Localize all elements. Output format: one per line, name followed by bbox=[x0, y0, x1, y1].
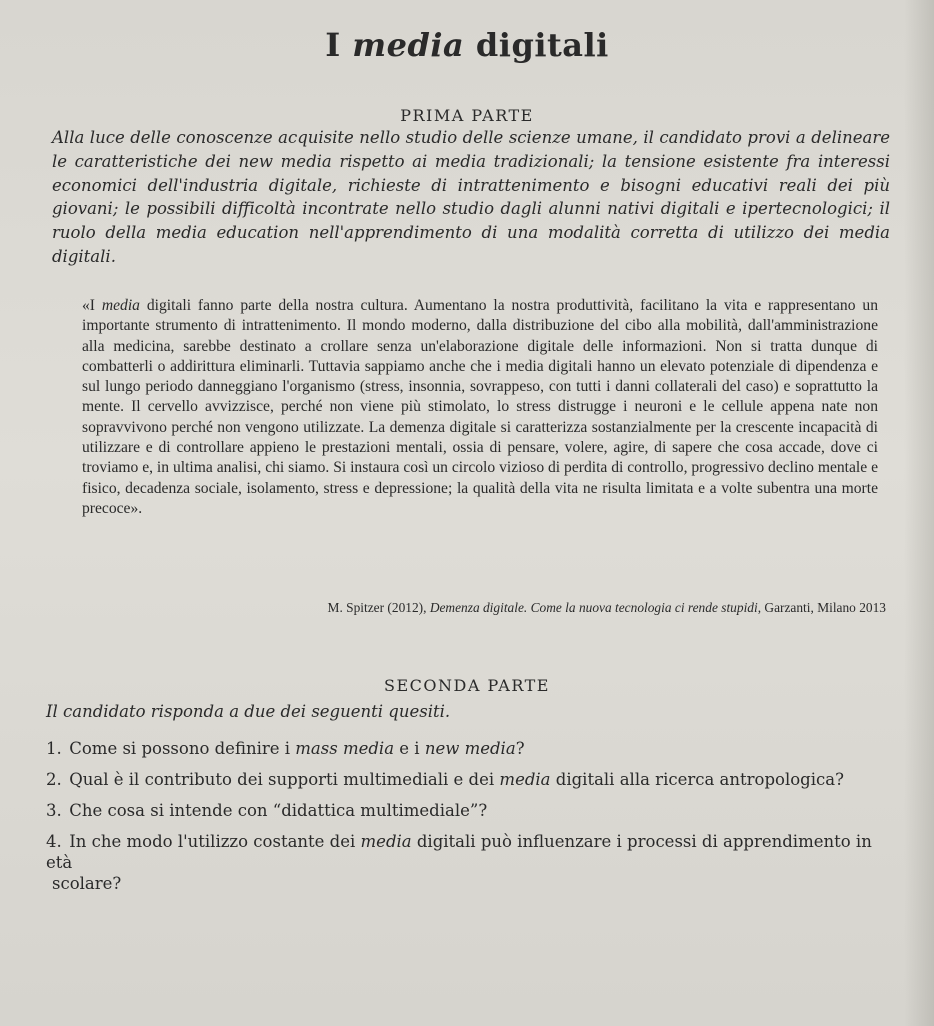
question-item bbox=[46, 769, 894, 790]
question-text: digitali può influenzare i processi di apprendimento in età bbox=[46, 832, 872, 872]
document-title bbox=[0, 26, 934, 64]
quote-paragraph bbox=[82, 296, 878, 519]
question-number: 4. bbox=[46, 832, 62, 851]
question-italic: media bbox=[499, 770, 551, 789]
question-text: ? bbox=[515, 739, 525, 758]
question-text: Come si possono definire i bbox=[69, 739, 296, 758]
question-text: e i bbox=[394, 739, 425, 758]
citation-work: Demenza digitale. Come la nuova tecnologia ci rende stupidi bbox=[429, 600, 758, 615]
question-item bbox=[46, 738, 894, 759]
title-plain: I bbox=[325, 26, 353, 64]
part-one-intro: Alla luce delle conoscenze acquisite nello studio delle scienze umane, il candidato provi a delineare le caratteristiche dei new media rispetto ai media tradizionali; la tensione esistente fra interessi economici dell'industria digitale, richieste di intrattenimento e bisogni educativi reali dei più giovani; le possibili difficoltà incontrate nello studio dagli alunni nativi digitali e ipertecnologici; il ruolo della media education nell'apprendimento di una modalità corretta di utilizzo dei media digitali. bbox=[52, 128, 890, 266]
question-italic: media bbox=[360, 832, 412, 851]
quote-media: media bbox=[101, 297, 140, 314]
citation-author: M. Spitzer (2012), bbox=[327, 600, 430, 615]
question-item bbox=[46, 831, 894, 894]
title-italic: media bbox=[352, 26, 465, 64]
quote-body: digitali fanno parte della nostra cultura. Aumentano la nostra produttività, facilitano la vita e rappresentano un importante strumento di intrattenimento. Il mondo moderno, dalla distribuzione del cibo alla mobilità, dall'amministrazione alla medicina, sarebbe destinato a crollare senza un'elaborazione digitale delle informazioni. Non si tratta dunque di combatterli o addirittura eliminarli. Tuttavia sappiamo anche che i media digitali hanno un elevato potenziale di dipendenza e sul lungo periodo danneggiano l'organismo (stress, insonnia, sovrappeso, con tutti i danni collaterali del caso) e soprattutto la mente. Il cervello avvizzisce, perché non viene più stimolato, lo stress distrugge i neuroni e le cellule appena nate non sopravvivono perché non vengono utilizzate. La demenza digitale si caratterizza sostanzialmente per la crescente incapacità di utilizzare e di controllare appieno le prestazioni mentali, ossia di pensare, volere, agire, di sapere che cosa accade, dove ci troviamo e, in ultima analisi, chi siamo. Si instaura così un circolo vizioso di perdita di controllo, progressivo declino mentale e fisico, decadenza sociale, isolamento, stress e depressione; la qualità della vita ne risulta limitata e a volte subentra una morte precoce». bbox=[82, 297, 878, 517]
question-italic: new media bbox=[424, 739, 516, 758]
question-number: 3. bbox=[46, 801, 62, 820]
title-rest: digitali bbox=[464, 26, 609, 64]
question-text: digitali alla ricerca antropologica? bbox=[550, 770, 844, 789]
question-text: Che cosa si intende con “didattica multimediale”? bbox=[69, 801, 488, 820]
citation bbox=[246, 600, 886, 616]
question-continuation: scolare? bbox=[52, 874, 122, 893]
part-two-instructions: Il candidato risponda a due dei seguenti quesiti. bbox=[46, 702, 451, 721]
question-italic: mass media bbox=[295, 739, 395, 758]
question-number: 1. bbox=[46, 739, 62, 758]
part-two-heading: SECONDA PARTE bbox=[384, 676, 550, 695]
question-text: In che modo l'utilizzo costante dei bbox=[69, 832, 361, 851]
question-list bbox=[46, 738, 894, 904]
part-one-heading: PRIMA PARTE bbox=[400, 106, 534, 125]
citation-publisher: , Garzanti, Milano 2013 bbox=[757, 600, 886, 615]
question-number: 2. bbox=[46, 770, 62, 789]
page-edge-shadow bbox=[904, 0, 934, 1026]
quote-open: «I bbox=[82, 297, 102, 314]
question-item bbox=[46, 800, 894, 821]
question-text: Qual è il contributo dei supporti multimediali e dei bbox=[69, 770, 500, 789]
